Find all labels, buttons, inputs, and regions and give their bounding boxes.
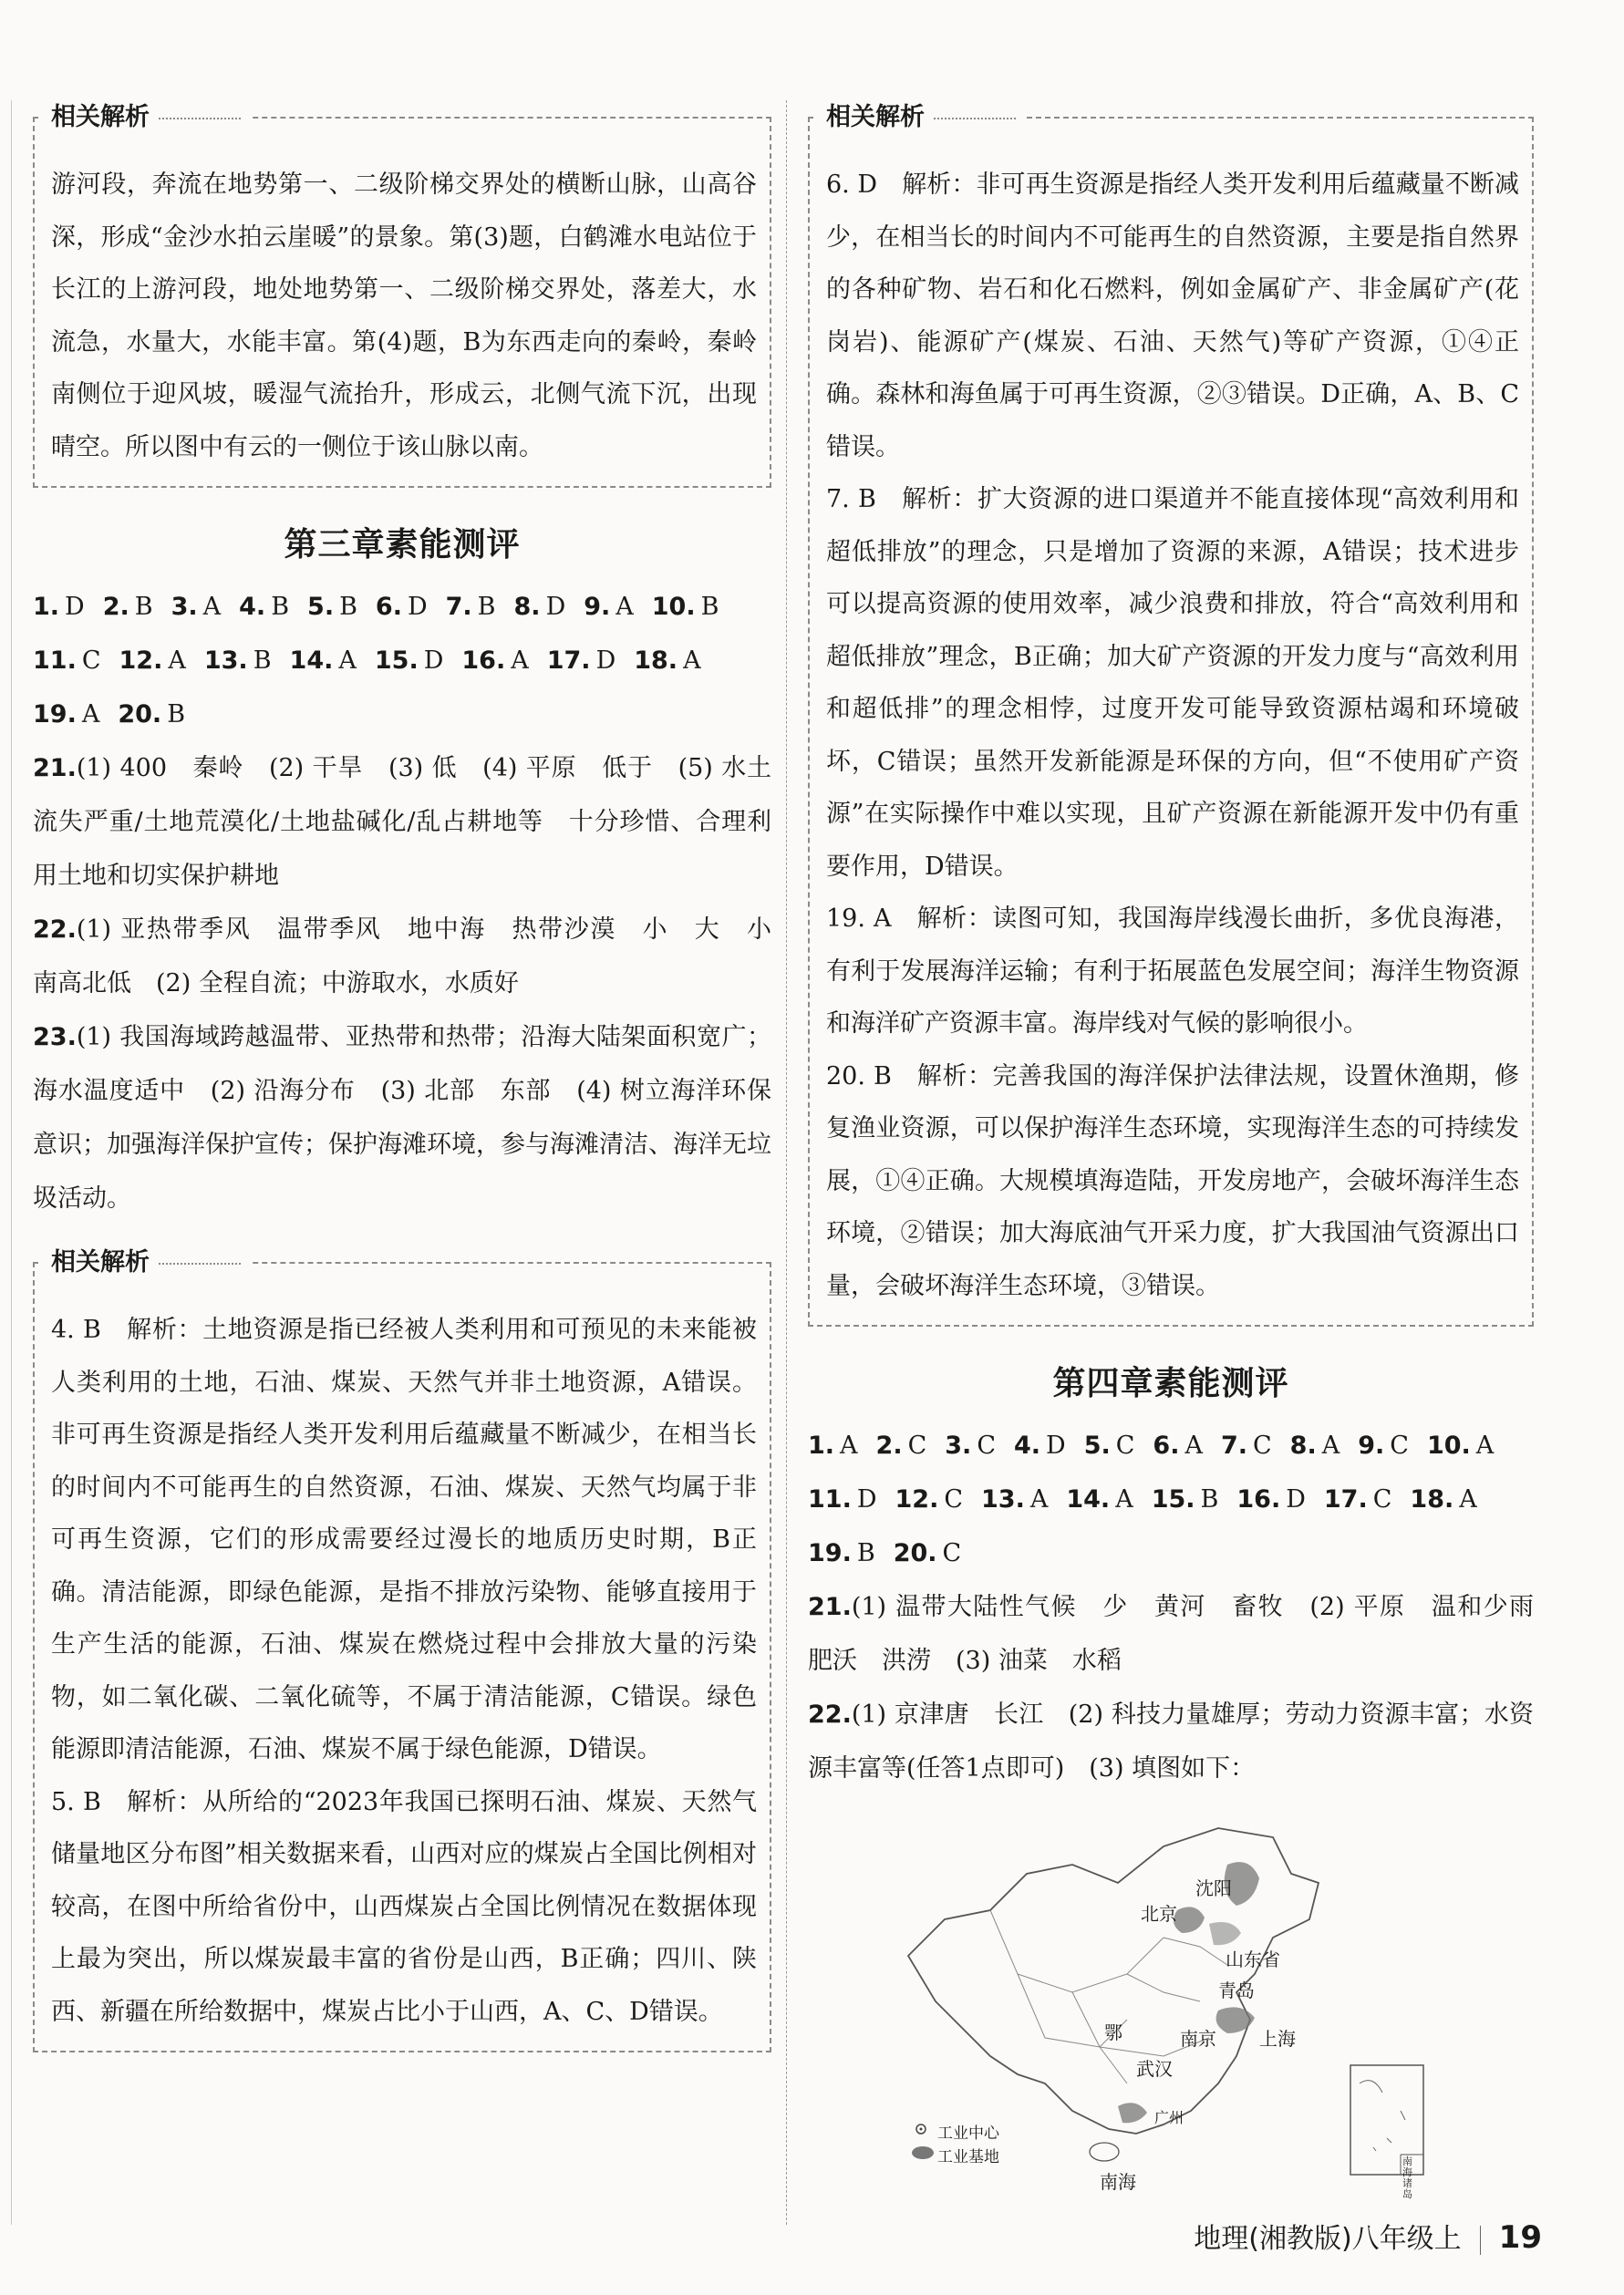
analysis-text: 游河段，奔流在地势第一、二级阶梯交界处的横断山脉，山高谷深，形成“金沙水拍云崖暖”的景象。第(3)题，白鹤滩水电站位于长江的上游河段，地处地势第一、二级阶梯交界处，落差大，水流急，水量大，水能丰富。第(4)题，B为东西走向的秦岭，秦岭南侧位于迎风坡，暖湿气流抬升，形成云，北侧气流下沉，出现晴空。所以图中有云的一侧位于该山脉以南。 bbox=[51, 171, 757, 461]
mc-choice: D bbox=[856, 1485, 877, 1514]
mc-choice: D bbox=[595, 646, 616, 675]
mc-answer bbox=[584, 580, 634, 634]
mc-answer bbox=[375, 634, 444, 687]
mc-number: 20. bbox=[118, 700, 162, 729]
mc-answer bbox=[290, 634, 357, 687]
mc-choice: C bbox=[81, 646, 101, 675]
label-shandong: 山东省 bbox=[1226, 1949, 1280, 1970]
mc-answer bbox=[376, 580, 428, 634]
mc-answer bbox=[1084, 1419, 1135, 1473]
label-nanjing: 南京 bbox=[1180, 2028, 1216, 2050]
mc-answer bbox=[634, 634, 700, 687]
mc-choice: B bbox=[134, 593, 153, 621]
mc-choice: A bbox=[1321, 1432, 1340, 1460]
chapter4-mc-answers bbox=[808, 1419, 1534, 1580]
analysis-q4: 4. B 解析：土地资源是指已经被人类利用和可预见的未来能被人类利用的土地，石油、煤炭、天然气并非土地资源，A错误。非可再生资源是指经人类开发利用后蕴藏量不断减少，在相当长的时间内不可能再生的自然资源，石油、煤炭、天然气均属于非可再生资源，它们的形成需要经过漫长的地质历史时期，B正确。清洁能源，即绿色能源，是指不排放污染物、能够直接用于生产生活的能源，石油、煤炭在燃烧过程中会排放大量的污染物，如二氧化碳、二氧化硫等，不属于清洁能源，C错误。绿色能源即清洁能源，石油、煤炭不属于绿色能源，D错误。 bbox=[51, 1316, 757, 1763]
mc-choice: C bbox=[907, 1432, 927, 1460]
mc-choice: A bbox=[1029, 1485, 1049, 1514]
mc-choice: B bbox=[856, 1539, 875, 1567]
page-number: 19 bbox=[1498, 2219, 1542, 2256]
analysis-q19: 19. A 解析：读图可知，我国海岸线漫长曲折，多优良海港，有利于发展海洋运输；有利于拓展蓝色发展空间；海洋生物资源和海洋矿产资源丰富。海岸线对气候的影响很小。 bbox=[826, 905, 1519, 1038]
mc-answer bbox=[118, 687, 185, 741]
mc-number: 4. bbox=[239, 593, 266, 621]
mc-choice: D bbox=[545, 593, 566, 621]
mc-answer bbox=[514, 580, 566, 634]
ch3-q21: 21.(1) 400 秦岭 (2) 干旱 (3) 低 (4) 平原 低于 (5) 水土流失严重/土地荒漠化/土地盐碱化/乱占耕地等 十分珍惜、合理利用土地和切实保护耕地 bbox=[33, 754, 771, 890]
mc-number: 17. bbox=[546, 646, 591, 675]
mc-answer bbox=[1427, 1419, 1494, 1473]
chapter3-title: 第三章素能测评 bbox=[284, 525, 521, 563]
mc-choice: C bbox=[977, 1432, 996, 1460]
mc-answer bbox=[1153, 1419, 1203, 1473]
ch4-q22: 22.(1) 京津唐 长江 (2) 科技力量雄厚；劳动力资源丰富；水资源丰富等(任答1点即可) (3) 填图如下： bbox=[808, 1701, 1534, 1783]
mc-number: 15. bbox=[374, 646, 419, 675]
mc-answer bbox=[945, 1419, 996, 1473]
mc-answer bbox=[1066, 1473, 1133, 1526]
left-column bbox=[33, 91, 796, 2052]
mc-choice: D bbox=[407, 593, 428, 621]
mc-answer bbox=[808, 1526, 875, 1580]
mc-answer bbox=[33, 687, 99, 741]
mc-number: 14. bbox=[289, 646, 334, 675]
mc-choice: D bbox=[1046, 1432, 1066, 1460]
mc-choice: A bbox=[168, 646, 186, 675]
legend-center-label: 工业中心 bbox=[937, 2124, 999, 2143]
mc-answer bbox=[1290, 1419, 1340, 1473]
mc-number: 4. bbox=[1013, 1432, 1041, 1460]
mc-answer bbox=[1152, 1473, 1219, 1526]
left-margin-line bbox=[11, 100, 12, 2225]
mc-answer bbox=[547, 634, 616, 687]
mc-answer bbox=[33, 634, 101, 687]
mc-number: 5. bbox=[1083, 1432, 1111, 1460]
mc-answer bbox=[33, 580, 85, 634]
mc-number: 15. bbox=[1151, 1485, 1195, 1514]
legend-base-label: 工业基地 bbox=[937, 2148, 999, 2166]
mc-number: 13. bbox=[203, 646, 248, 675]
mc-number: 2. bbox=[875, 1432, 903, 1460]
label-wuhan: 武汉 bbox=[1136, 2058, 1173, 2080]
mc-number: 20. bbox=[893, 1539, 937, 1567]
mc-number: 18. bbox=[634, 646, 678, 675]
mc-choice: A bbox=[81, 700, 100, 729]
label-qingdao: 青岛 bbox=[1218, 1980, 1255, 2001]
mc-choice: A bbox=[1115, 1485, 1133, 1514]
mc-choice: C bbox=[1390, 1432, 1409, 1460]
mc-number: 1. bbox=[33, 593, 60, 621]
chapter3-answers bbox=[33, 580, 796, 1225]
mc-choice: A bbox=[615, 593, 634, 621]
label-inset: 南海诸岛 bbox=[1402, 2155, 1412, 2200]
mc-number: 9. bbox=[1358, 1432, 1385, 1460]
ch3-q22: 22.(1) 亚热带季风 温带季风 地中海 热带沙漠 小 大 小 南高北低 (2) 全程自流；中游取水，水质好 bbox=[33, 915, 796, 998]
mc-number: 12. bbox=[119, 646, 163, 675]
mc-number: 12. bbox=[895, 1485, 939, 1514]
mc-number: 16. bbox=[1236, 1485, 1281, 1514]
label-shenyang: 沈阳 bbox=[1195, 1877, 1232, 1899]
mc-choice: B bbox=[253, 646, 272, 675]
box-title: 相关解析 bbox=[817, 97, 1025, 132]
chapter4-title: 第四章素能测评 bbox=[1052, 1364, 1289, 1402]
right-column bbox=[808, 91, 1558, 2200]
mc-answer bbox=[103, 580, 153, 634]
mc-number: 13. bbox=[981, 1485, 1025, 1514]
mc-choice: A bbox=[683, 646, 701, 675]
mc-choice: D bbox=[1286, 1485, 1306, 1514]
mc-number: 8. bbox=[513, 593, 541, 621]
mc-answer bbox=[1324, 1473, 1392, 1526]
mc-choice: B bbox=[700, 593, 719, 621]
mc-choice: D bbox=[423, 646, 444, 675]
mc-number: 5. bbox=[307, 593, 335, 621]
province-lines bbox=[990, 1910, 1227, 2083]
analysis-q20: 20. B 解析：完善我国的海洋保护法律法规，设置休渔期，修复渔业资源，可以保护海洋生态环境，实现海洋生态的可持续发展，①④正确。大规模填海造陆，开发房地产，会破坏海洋生态环境，②错误；加大海底油气开采力度，扩大我国油气资源出口量，会破坏海洋生态环境，③错误。 bbox=[826, 1061, 1519, 1300]
mc-number: 8. bbox=[1289, 1432, 1317, 1460]
mc-answer bbox=[171, 580, 222, 634]
mc-number: 6. bbox=[1153, 1432, 1180, 1460]
base-zhujiang bbox=[1118, 2103, 1147, 2123]
ch3-q23: 23.(1) 我国海域跨越温带、亚热带和热带；沿海大陆架面积宽广；海水温度适中 (2) 沿海分布 (3) 北部 东部 (4) 树立海洋环保意识；加强海洋保护宣传；保护海滩环境，参与海滩清洁、海洋无垃圾活动。 bbox=[33, 1023, 771, 1213]
mc-choice: A bbox=[511, 646, 529, 675]
mc-number: 1. bbox=[808, 1432, 835, 1460]
column-divider bbox=[786, 100, 787, 2225]
mc-number: 7. bbox=[1220, 1432, 1247, 1460]
mc-answer bbox=[239, 580, 289, 634]
mc-number: 16. bbox=[461, 646, 506, 675]
mc-number: 3. bbox=[171, 593, 198, 621]
mc-number: 10. bbox=[1426, 1432, 1471, 1460]
mc-number: 6. bbox=[375, 593, 402, 621]
mc-answer bbox=[895, 1473, 964, 1526]
chapter4-answers bbox=[808, 1419, 1558, 1795]
mc-number: 7. bbox=[445, 593, 472, 621]
base-jingjintang bbox=[1174, 1907, 1205, 1933]
mc-answer bbox=[1358, 1419, 1409, 1473]
label-beijing: 北京 bbox=[1141, 1903, 1177, 1925]
mc-number: 19. bbox=[33, 700, 77, 729]
mc-choice: A bbox=[1475, 1432, 1495, 1460]
ch4-q21: 21.(1) 温带大陆性气候 少 黄河 畜牧 (2) 平原 温和少雨 肥沃 洪涝 (3) 油菜 水稻 bbox=[808, 1593, 1558, 1675]
box-title: 相关解析 bbox=[42, 97, 250, 132]
analysis-q6: 6. D 解析：非可再生资源是指经人类开发利用后蕴藏量不断减少，在相当长的时间内不可能再生的自然资源，主要是指自然界的各种矿物、岩石和化石燃料，例如金属矿产、非金属矿产(花岗岩)、能源矿产(煤炭、石油、天然气)等矿产资源，①④正确。森林和海鱼属于可再生资源，②③错误。D正确，A、B、C错误。 bbox=[826, 171, 1519, 461]
mc-choice: B bbox=[1200, 1485, 1219, 1514]
mc-choice: A bbox=[338, 646, 357, 675]
analysis-box-2 bbox=[33, 1248, 771, 2052]
mc-number: 2. bbox=[102, 593, 129, 621]
mc-answer bbox=[808, 1473, 877, 1526]
mc-number: 17. bbox=[1323, 1485, 1368, 1514]
mc-answer bbox=[204, 634, 272, 687]
mc-number: 19. bbox=[808, 1539, 852, 1567]
mc-choice: D bbox=[65, 593, 85, 621]
mc-answer bbox=[1236, 1473, 1306, 1526]
mc-number: 10. bbox=[651, 593, 696, 621]
mc-answer bbox=[446, 580, 496, 634]
mc-answer bbox=[808, 1419, 858, 1473]
mc-choice: C bbox=[1372, 1485, 1392, 1514]
footer-separator bbox=[1480, 2226, 1481, 2255]
mc-choice: A bbox=[840, 1432, 858, 1460]
label-guangzhou: 广州 bbox=[1154, 2109, 1184, 2126]
analysis-q5: 5. B 解析：从所给的“2023年我国已探明石油、煤炭、天然气储量地区分布图”相关数据来看，山西对应的煤炭占全国比例相对较高，在图中所给省份中，山西煤炭占全国比例情况在数据体现上最为突出，所以煤炭最丰富的省份是山西，B正确；四川、陕西、新疆在所给数据中，煤炭占比小于山西，A、C、D错误。 bbox=[51, 1787, 757, 2026]
mc-answer bbox=[1014, 1419, 1066, 1473]
mc-choice: C bbox=[944, 1485, 964, 1514]
label-nanhai: 南海 bbox=[1100, 2171, 1136, 2193]
label-shanghai: 上海 bbox=[1259, 2028, 1296, 2050]
label-e: 鄂 bbox=[1104, 2021, 1122, 2043]
mc-answer bbox=[461, 634, 528, 687]
base-shandong bbox=[1209, 1922, 1241, 1945]
mc-answer bbox=[119, 634, 186, 687]
mc-choice: B bbox=[477, 593, 496, 621]
chapter3-mc-answers bbox=[33, 580, 771, 741]
analysis-box-3 bbox=[808, 103, 1534, 1327]
mc-answer bbox=[1221, 1419, 1272, 1473]
mc-choice: B bbox=[271, 593, 290, 621]
mc-number: 11. bbox=[808, 1485, 852, 1514]
mc-choice: C bbox=[1253, 1432, 1272, 1460]
mc-answer bbox=[1410, 1473, 1476, 1526]
mc-number: 3. bbox=[945, 1432, 972, 1460]
mc-answer bbox=[876, 1419, 927, 1473]
mc-answer bbox=[652, 580, 719, 634]
base-huning bbox=[1216, 2007, 1255, 2033]
mc-choice: B bbox=[167, 700, 186, 729]
mc-choice: C bbox=[1115, 1432, 1135, 1460]
mc-choice: C bbox=[942, 1539, 962, 1567]
mc-number: 18. bbox=[1410, 1485, 1454, 1514]
box-title: 相关解析 bbox=[42, 1242, 250, 1277]
mc-answer bbox=[307, 580, 357, 634]
mc-choice: A bbox=[202, 593, 222, 621]
mc-number: 14. bbox=[1066, 1485, 1111, 1514]
mc-choice: A bbox=[1459, 1485, 1477, 1514]
mc-choice: B bbox=[339, 593, 357, 621]
mc-number: 11. bbox=[33, 646, 77, 675]
analysis-q7: 7. B 解析：扩大资源的进口渠道并不能直接体现“高效利用和超低排放”的理念，只是增加了资源的来源，A错误；技术进步可以提高资源的使用效率，减少浪费和排放，符合“高效利用和超低排放”理念，B正确；加大矿产资源的开发力度与“高效利用和超低排”的理念相悖，过度开发可能导致资源枯竭和环境破坏，C错误；虽然开发新能源是环保的方向，但“不使用矿产资源”在实际操作中难以实现，且矿产资源在新能源开发中仍有重要作用，D错误。 bbox=[826, 485, 1519, 881]
mc-number: 9. bbox=[584, 593, 611, 621]
analysis-box-1 bbox=[33, 103, 771, 488]
mc-answer bbox=[894, 1526, 962, 1580]
footer-subject: 地理(湘教版)八年级上 bbox=[1194, 2223, 1462, 2255]
mc-choice: A bbox=[1184, 1432, 1203, 1460]
page-footer bbox=[1194, 2216, 1542, 2256]
china-industry-map bbox=[890, 1810, 1428, 2200]
legend-base-symbol bbox=[912, 2146, 934, 2159]
mc-answer bbox=[981, 1473, 1048, 1526]
